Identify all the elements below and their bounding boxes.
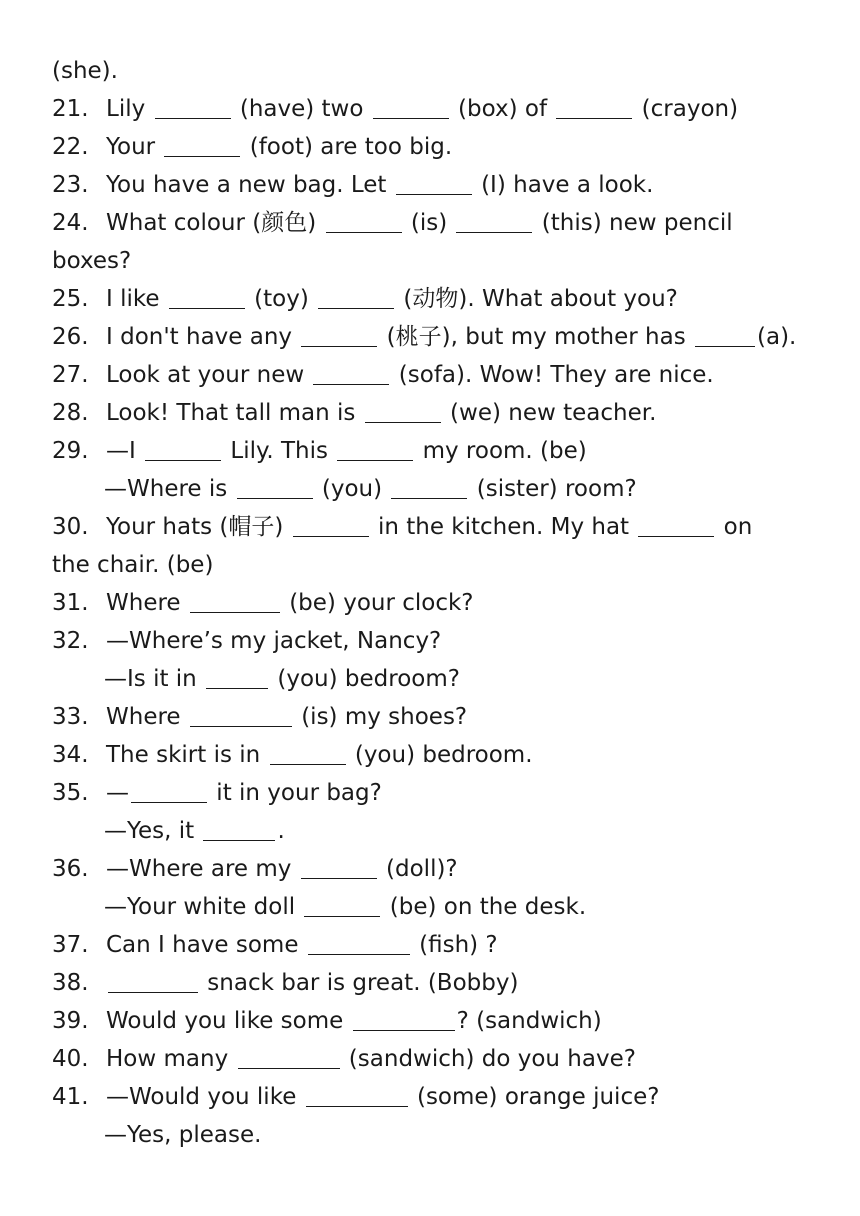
text: (you) <box>314 476 390 502</box>
answer-blank[interactable] <box>145 436 221 461</box>
text: (some) orange juice? <box>409 1084 660 1110</box>
text: (be) your clock? <box>281 590 474 616</box>
answer-blank[interactable] <box>304 892 380 917</box>
question-38 <box>52 964 840 1002</box>
answer-blank[interactable] <box>206 664 268 689</box>
question-28 <box>52 394 840 432</box>
text: it in your bag? <box>209 780 382 806</box>
question-36-reply <box>104 888 840 926</box>
line-she <box>52 52 840 90</box>
answer-blank[interactable] <box>190 702 292 727</box>
text: (crayon) <box>634 96 739 122</box>
text: Look at your new <box>106 362 312 388</box>
question-number: 24. <box>52 210 89 236</box>
text: Lily. This <box>223 438 336 464</box>
question-number: 23. <box>52 172 89 198</box>
text: —Where is <box>104 476 235 502</box>
text: (you) bedroom? <box>270 666 460 692</box>
question-number: 32. <box>52 628 89 654</box>
question-number: 40. <box>52 1046 89 1072</box>
text: (you) bedroom. <box>347 742 533 768</box>
text: in the kitchen. My hat <box>370 514 637 540</box>
answer-blank[interactable] <box>108 968 198 993</box>
question-39 <box>52 1002 840 1040</box>
text: (we) new teacher. <box>442 400 657 426</box>
question-number: 38. <box>52 970 89 996</box>
text: I like <box>106 286 167 312</box>
text: on <box>716 514 753 540</box>
text: (sofa). Wow! They are nice. <box>391 362 714 388</box>
text: —Is it in <box>104 666 205 692</box>
question-24 <box>52 204 840 242</box>
text: I don't have any <box>106 324 300 350</box>
text: — <box>106 780 129 806</box>
answer-blank[interactable] <box>556 94 632 119</box>
question-22 <box>52 128 840 166</box>
question-number: 25. <box>52 286 89 312</box>
text: Where <box>106 704 188 730</box>
question-35-reply <box>104 812 840 850</box>
text: . <box>277 818 285 844</box>
answer-blank[interactable] <box>203 816 275 841</box>
text: You have a new bag. Let <box>106 172 394 198</box>
question-number: 21. <box>52 96 89 122</box>
question-30 <box>52 508 840 546</box>
text: Your <box>106 134 163 160</box>
answer-blank[interactable] <box>318 284 394 309</box>
question-41 <box>52 1078 840 1116</box>
text: —Your white doll <box>104 894 303 920</box>
text: boxes? <box>52 248 132 274</box>
question-number: 29. <box>52 438 89 464</box>
answer-blank[interactable] <box>365 398 441 423</box>
answer-blank[interactable] <box>326 208 402 233</box>
question-33 <box>52 698 840 736</box>
text: snack bar is great. (Bobby) <box>200 970 519 996</box>
question-32-reply <box>104 660 840 698</box>
question-number: 39. <box>52 1008 89 1034</box>
text: (sandwich) do you have? <box>341 1046 636 1072</box>
question-29-reply <box>104 470 840 508</box>
answer-blank[interactable] <box>155 94 231 119</box>
question-number: 27. <box>52 362 89 388</box>
answer-blank[interactable] <box>238 1044 340 1069</box>
answer-blank[interactable] <box>456 208 532 233</box>
question-number: 33. <box>52 704 89 730</box>
question-40 <box>52 1040 840 1078</box>
question-30-continued <box>52 546 840 584</box>
answer-blank[interactable] <box>313 360 389 385</box>
text: (this) new pencil <box>534 210 733 236</box>
text: ? (sandwich) <box>456 1008 602 1034</box>
text: What colour (颜色) <box>106 210 324 236</box>
text: Would you like some <box>106 1008 351 1034</box>
question-32 <box>52 622 840 660</box>
question-number: 37. <box>52 932 89 958</box>
text: How many <box>106 1046 236 1072</box>
text: —Where’s my jacket, Nancy? <box>106 628 442 654</box>
answer-blank[interactable] <box>169 284 245 309</box>
answer-blank[interactable] <box>337 436 413 461</box>
question-21 <box>52 90 840 128</box>
answer-blank[interactable] <box>353 1006 455 1031</box>
answer-blank[interactable] <box>306 1082 408 1107</box>
text: (sister) room? <box>469 476 637 502</box>
question-number: 41. <box>52 1084 89 1110</box>
question-29 <box>52 432 840 470</box>
text: (foot) are too big. <box>242 134 453 160</box>
answer-blank[interactable] <box>396 170 472 195</box>
text: Lily <box>106 96 153 122</box>
answer-blank[interactable] <box>293 512 369 537</box>
question-number: 35. <box>52 780 89 806</box>
answer-blank[interactable] <box>373 94 449 119</box>
answer-blank[interactable] <box>638 512 714 537</box>
text: —Where are my <box>106 856 299 882</box>
text: Can I have some <box>106 932 306 958</box>
text: —I <box>106 438 144 464</box>
question-31 <box>52 584 840 622</box>
answer-blank[interactable] <box>301 322 377 347</box>
text: Look! That tall man is <box>106 400 363 426</box>
answer-blank[interactable] <box>391 474 467 499</box>
question-24-continued <box>52 242 840 280</box>
question-23 <box>52 166 840 204</box>
question-number: 22. <box>52 134 89 160</box>
question-25 <box>52 280 840 318</box>
question-41-reply <box>104 1116 840 1154</box>
text: (is) <box>403 210 455 236</box>
answer-blank[interactable] <box>190 588 280 613</box>
text: (box) of <box>450 96 555 122</box>
text: (toy) <box>246 286 317 312</box>
text: —Yes, it <box>104 818 202 844</box>
text: the chair. (be) <box>52 552 214 578</box>
answer-blank[interactable] <box>237 474 313 499</box>
question-27 <box>52 356 840 394</box>
question-36 <box>52 850 840 888</box>
text: (have) two <box>232 96 371 122</box>
question-number: 34. <box>52 742 89 768</box>
answer-blank[interactable] <box>695 322 755 347</box>
text: Your hats (帽子) <box>106 514 291 540</box>
answer-blank[interactable] <box>164 132 240 157</box>
text: —Yes, please. <box>104 1122 262 1148</box>
text: (桃子), but my mother has <box>379 324 694 350</box>
text: Where <box>106 590 188 616</box>
question-number: 28. <box>52 400 89 426</box>
question-34 <box>52 736 840 774</box>
question-26 <box>52 318 840 356</box>
text: (be) on the desk. <box>382 894 587 920</box>
text: (fish) ? <box>411 932 498 958</box>
text: (a). <box>757 324 797 350</box>
text: (I) have a look. <box>473 172 654 198</box>
answer-blank[interactable] <box>308 930 410 955</box>
text: (动物). What about you? <box>396 286 678 312</box>
question-number: 26. <box>52 324 89 350</box>
question-number: 30. <box>52 514 89 540</box>
question-35 <box>52 774 840 812</box>
text: (she). <box>52 58 118 84</box>
text: The skirt is in <box>106 742 268 768</box>
question-37 <box>52 926 840 964</box>
text: (is) my shoes? <box>293 704 468 730</box>
question-number: 31. <box>52 590 89 616</box>
text: my room. (be) <box>415 438 587 464</box>
answer-blank[interactable] <box>270 740 346 765</box>
answer-blank[interactable] <box>301 854 377 879</box>
text: —Would you like <box>106 1084 304 1110</box>
question-number: 36. <box>52 856 89 882</box>
text: (doll)? <box>378 856 458 882</box>
answer-blank[interactable] <box>131 778 207 803</box>
